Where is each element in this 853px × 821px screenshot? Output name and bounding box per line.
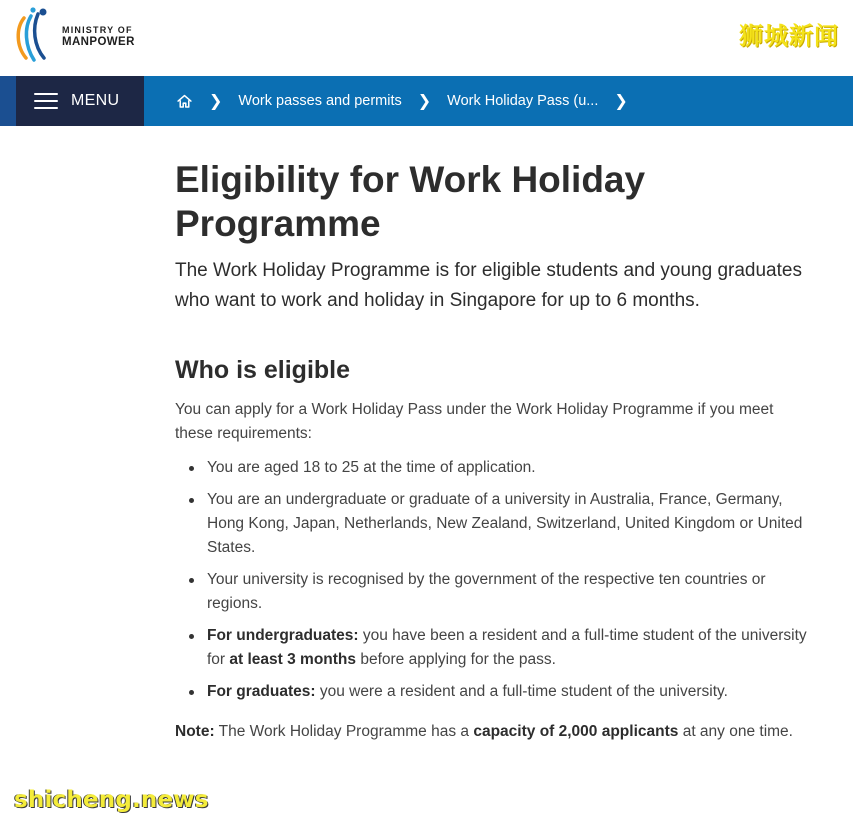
watermark-top: 狮城新闻	[739, 22, 839, 50]
page-lead: The Work Holiday Programme is for eligible students and young graduates who want to work and holiday in Singapore for up to 6 months.	[175, 260, 802, 311]
hamburger-icon	[34, 93, 58, 109]
main-content	[175, 158, 815, 744]
section-heading: Who is eligible	[175, 356, 351, 384]
menu-label: MENU	[71, 92, 120, 109]
list-item: For undergraduates: you have been a resident and a full-time student of the university for at least 3 months before applying for the pass.	[189, 624, 815, 672]
breadcrumb	[176, 76, 644, 126]
section-intro: You can apply for a Work Holiday Pass under the Work Holiday Programme if you meet these requirements:	[175, 401, 774, 442]
navigation-bar	[0, 76, 853, 126]
logo-wordmark	[62, 24, 135, 48]
list-item: For graduates: you were a resident and a full-time student of the university.	[189, 680, 815, 704]
chevron-right-icon: ❯	[417, 93, 432, 110]
requirements-list	[189, 456, 815, 704]
mom-logo[interactable]	[14, 6, 135, 66]
menu-button[interactable]	[16, 76, 144, 126]
chevron-right-icon: ❯	[209, 93, 223, 110]
mom-logo-icon	[14, 6, 58, 66]
list-item: You are an undergraduate or graduate of a university in Australia, France, Germany, Hong Kong, Japan, Netherlands, New Zealand, Switzerland, United Kingdom or United States.	[189, 488, 815, 560]
breadcrumb-work-holiday-pass[interactable]: Work Holiday Pass (u...	[447, 93, 599, 109]
logo-line-2: MANPOWER	[62, 36, 135, 48]
navbar-accent	[0, 76, 16, 126]
logo-line-1: MINISTRY OF	[62, 25, 133, 35]
home-icon[interactable]	[176, 93, 193, 110]
list-item: You are aged 18 to 25 at the time of application.	[189, 456, 815, 480]
note-paragraph: Note: The Work Holiday Programme has a capacity of 2,000 applicants at any one time.	[175, 723, 793, 740]
list-item: Your university is recognised by the government of the respective ten countries or regions.	[189, 568, 815, 616]
chevron-right-icon: ❯	[614, 93, 628, 110]
site-header	[0, 0, 853, 76]
watermark-bottom: shicheng.news	[14, 787, 209, 813]
breadcrumb-work-passes[interactable]: Work passes and permits	[238, 93, 402, 109]
page-title: Eligibility for Work Holiday Programme	[175, 159, 646, 244]
